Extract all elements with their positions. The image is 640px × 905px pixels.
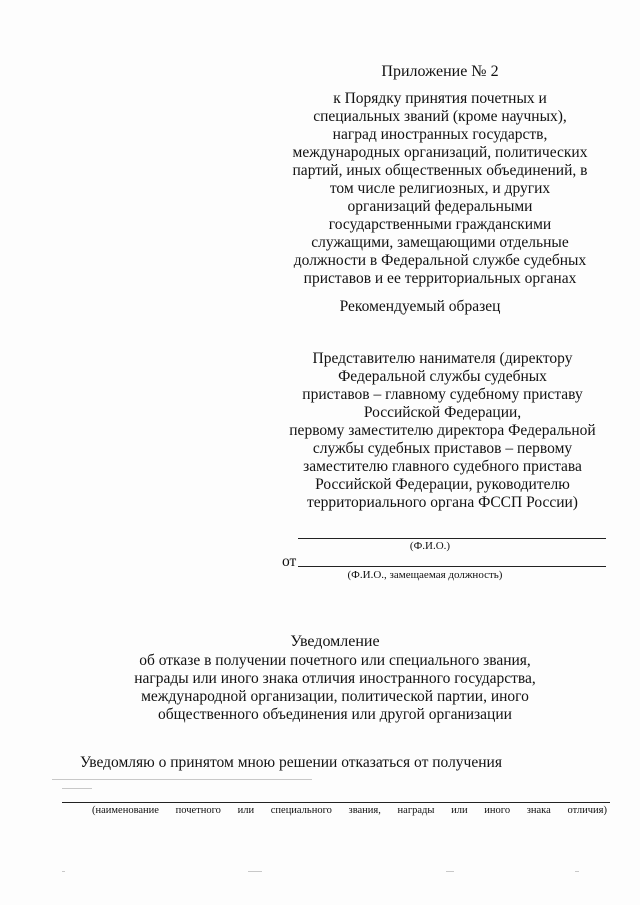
notice-line: об отказе в получении почетного или специального звания, [139,652,531,669]
notice-subject [105,652,565,724]
addressee-line: первому заместителю директора Федеральной [289,422,596,439]
from-label: от [282,553,297,570]
name-signature-line [298,538,606,539]
caption-word: или [237,805,255,816]
award-name-line [62,802,610,803]
caption-word: (наименование [92,805,159,816]
caption-word: отличия) [567,805,607,816]
notice-title: Уведомление [290,633,380,650]
award-caption [92,805,607,817]
caption-word: почетного [175,805,221,816]
name-caption: (Ф.И.О.) [409,540,451,552]
caption-word: или [451,805,468,816]
appendix-line: организаций федеральными [347,198,533,215]
appendix-line: служащими, замещающими отдельные [311,234,569,251]
scan-speck [62,871,65,872]
appendix-line: к Порядку принятия почетных и [333,90,547,107]
addressee-line: заместителю главного судебного пристава [303,458,582,475]
appendix-line: наград иностранных государств, [332,126,548,143]
appendix-line: международных организаций, политических [292,144,588,161]
addressee-line: службы судебных приставов – первому [312,440,573,457]
notice-line: награды или иного знака отличия иностранного государства, [134,670,536,687]
from-caption: (Ф.И.О., замещаемая должность) [347,569,503,581]
appendix-line: специальных званий (кроме научных), [313,108,567,125]
appendix-line: приставов и ее территориальных органах [303,270,577,287]
sample-label: Рекомендуемый образец [339,298,501,315]
caption-word: награды [397,805,435,816]
notice-line: общественного объединения или другой организации [158,706,512,723]
scan-speck [575,871,579,872]
scan-speck [52,779,312,780]
appendix-line: том числе религиозных, и других [329,180,551,197]
caption-word: иного [484,805,511,816]
appendix-description [270,90,610,288]
addressee-line: Федеральной службы судебных [338,368,547,385]
scan-speck [62,788,92,789]
caption-word: звания, [348,805,381,816]
appendix-line: партий, иных общественных объединений, в [292,162,588,179]
appendix-line: государственными гражданскими [328,216,552,233]
appendix-title: Приложение № 2 [381,63,499,80]
statement-text: Уведомляю о принятом мною решении отказаться от получения [80,754,502,771]
notice-line: международной организации, политической партии, иного [141,688,529,705]
addressee-line: Российской Федерации, [363,404,522,421]
appendix-line: должности в Федеральной службе судебных [293,252,587,269]
addressee-line: территориального органа ФССП России) [307,494,578,511]
addressee-block [280,350,605,512]
scan-speck [446,871,454,872]
addressee-line: Представителю нанимателя (директору [312,350,573,367]
from-signature-line [298,566,606,567]
addressee-line: Российской Федерации, руководителю [315,476,570,493]
caption-word: знака [526,805,551,816]
addressee-line: приставов – главному судебному приставу [302,386,583,403]
scan-speck [248,871,262,872]
caption-word: специального [270,805,332,816]
